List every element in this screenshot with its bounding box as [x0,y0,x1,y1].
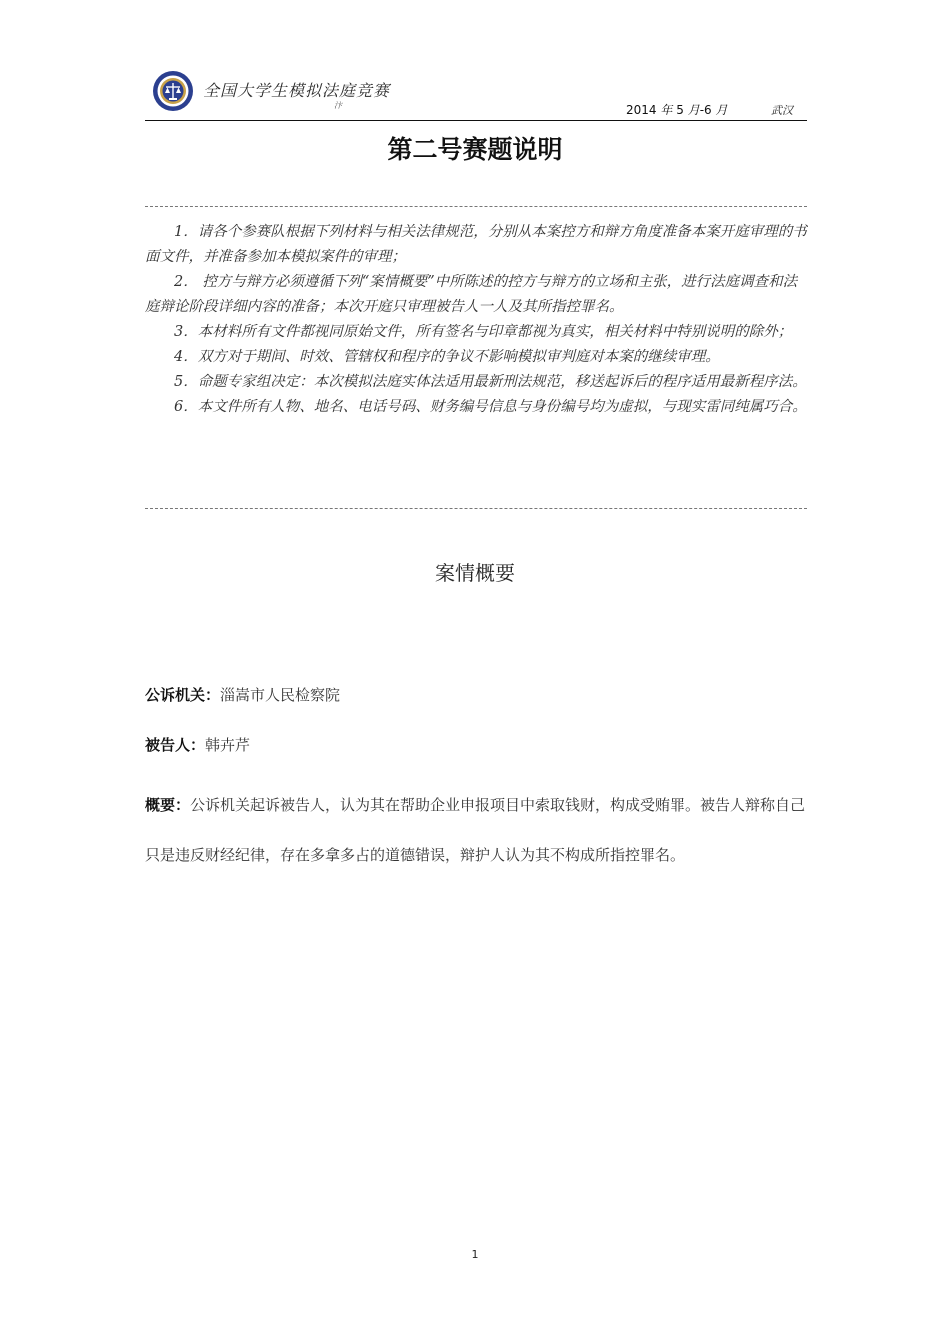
defendant-label: 被告人： [145,736,206,754]
instruction-item: 4．双方对于期间、时效、管辖权和程序的争议不影响模拟审判庭对本案的继续审理。 [174,349,720,365]
prosecutor-value: 淄嵩市人民检察院 [220,686,341,704]
instruction-item: 2． 控方与辩方必须遵循下列“案情概要”中所陈述的控方与辩方的立场和主张，进行法庭调查和法庭辩论阶段详细内容的准备；本次开庭只审理被告人一人及其所指控罪名。 [145,274,798,315]
instruction-item: 3．本材料所有文件都视同原始文件，所有签名与印章都视为真实，相关材料中特别说明的除外； [174,324,793,340]
prosecutor-label: 公诉机关： [145,686,221,704]
header-rule [145,120,807,121]
summary-text: 公诉机关起诉被告人，认为其在帮助企业申报项目中索取钱财，构成受贿罪。被告人辩称自己只是违反财经纪律，存在多拿多占的道德错误，辩护人认为其不构成所指控罪名。 [145,796,806,864]
summary-label: 概要： [145,796,191,814]
summary-paragraph [145,780,807,880]
page-number: 1 [471,1248,479,1261]
page-header [145,64,807,120]
header-location: 武汉 [771,104,793,117]
date-start: 5 [676,103,684,117]
instructions-block [145,220,807,420]
date-year-char: 年 [660,103,673,117]
case-summary-heading: 案情概要 [435,561,515,585]
instruction-item: 1．请各个参赛队根据下列材料与相关法律规范，分别从本案控方和辩方角度准备本案开庭审理的书面文件，并准备参加本模拟案件的审理； [145,224,807,265]
top-dashed-divider [145,206,807,207]
document-title: 第二号赛题说明 [387,135,563,164]
date-year: 2014 [626,103,657,117]
logo-signature: 汴 [334,101,342,110]
date-month-char: 月 [687,103,700,117]
logo-text: 全国大学生模拟法庭竞赛 [203,81,391,100]
header-date [626,101,728,118]
instruction-item: 6．本文件所有人物、地名、电话号码、财务编号信息与身份编号均为虚拟，与现实雷同纯属巧合。 [174,399,807,415]
date-end: -6 [699,103,712,117]
date-month-char-2: 月 [715,103,728,117]
court-seal-icon [152,70,194,112]
bottom-dashed-divider [145,508,807,509]
defendant-line [145,734,250,755]
instruction-item: 5．命题专家组决定：本次模拟法庭实体法适用最新刑法规范，移送起诉后的程序适用最新程序法。 [174,374,807,390]
defendant-value: 韩卉芹 [205,736,251,754]
prosecutor-line [145,684,340,705]
